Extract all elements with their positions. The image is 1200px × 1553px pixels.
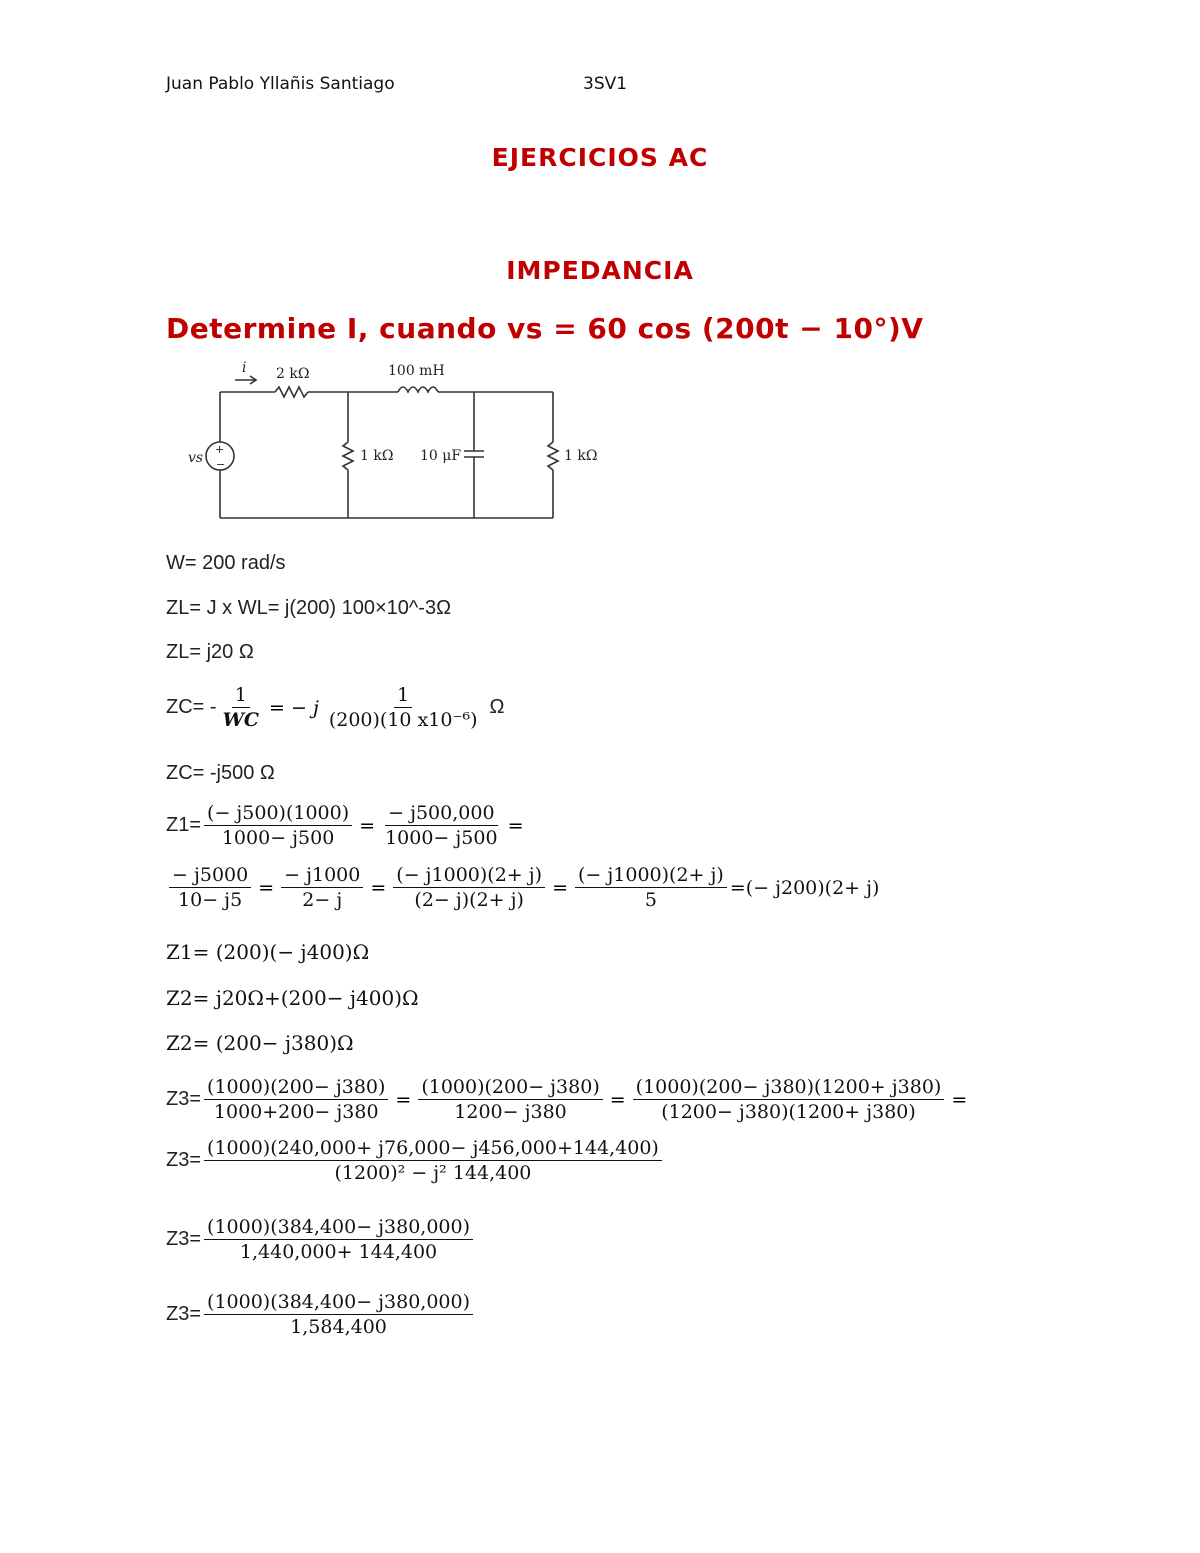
capacitor-label: 10 μF: [420, 448, 462, 464]
zc-label: ZC= -: [166, 696, 217, 718]
zc-eq: = − j: [269, 696, 319, 719]
z2-line-2: Z2= (200− j380)Ω: [166, 1031, 354, 1055]
z3-label: Z3=: [166, 1088, 202, 1110]
equals-sign: =: [609, 1088, 626, 1111]
section-title: IMPEDANCIA: [506, 256, 694, 285]
zc-equation: [166, 684, 504, 731]
z3-equation-2: [166, 1137, 665, 1184]
z3b-fraction: [204, 1137, 662, 1184]
zl-line-2: ZL= j20 Ω: [166, 641, 254, 663]
fraction-denominator: 1000− j500: [221, 827, 335, 849]
z1-final: Z1= (200)(− j400)Ω: [166, 940, 370, 964]
z1b-fraction-4: [575, 864, 727, 911]
zc-result: ZC= -j500 Ω: [166, 762, 275, 784]
fraction-denominator: WC: [222, 709, 260, 731]
current-label: i: [242, 360, 247, 376]
fraction-numerator: − j5000: [169, 864, 251, 888]
problem-statement: Determine I, cuando vs = 60 cos (200t − 10°)V: [166, 312, 924, 345]
fraction-denominator: 1,440,000+ 144,400: [239, 1241, 438, 1263]
fraction-denominator: (200)(10 x10⁻⁶): [328, 709, 478, 731]
equals-sign: =: [258, 876, 275, 899]
fraction-numerator: (1000)(240,000+ j76,000− j456,000+144,400): [204, 1137, 662, 1161]
equals-sign: =: [370, 876, 387, 899]
z1b-fraction-2: [281, 864, 363, 911]
page-title: EJERCICIOS AC: [491, 143, 709, 172]
zc-unit: Ω: [489, 696, 505, 718]
fraction-denominator: 1,584,400: [290, 1316, 387, 1338]
z1-equation-2: [166, 864, 879, 911]
fraction-numerator: (− j1000)(2+ j): [393, 864, 545, 888]
resistor-2k-label: 2 kΩ: [276, 366, 310, 382]
z3d-fraction: [204, 1291, 473, 1338]
fraction-denominator: 1000− j500: [385, 827, 498, 849]
z3a-fraction-3: [633, 1076, 945, 1123]
inductor-label: 100 mH: [388, 363, 445, 379]
zc-fraction-1: [220, 684, 262, 731]
equals-sign: =: [395, 1088, 412, 1111]
fraction-denominator: 10− j5: [178, 889, 243, 911]
z3c-fraction: [204, 1216, 473, 1263]
resistor-1k-right-label: 1 kΩ: [564, 448, 598, 464]
omega-line: W= 200 rad/s: [166, 552, 286, 574]
fraction-numerator: (− j500)(1000): [204, 802, 352, 826]
z1-fraction-2: [382, 802, 500, 849]
fraction-denominator: 2− j: [302, 889, 343, 911]
fraction-numerator: − j1000: [281, 864, 363, 888]
fraction-denominator: (1200)² − j² 144,400: [334, 1162, 532, 1184]
equals-sign: =: [359, 814, 376, 837]
z3-label: Z3=: [166, 1149, 202, 1171]
svg-text:−: −: [216, 458, 226, 471]
fraction-denominator: (1200− j380)(1200+ j380): [661, 1101, 916, 1123]
group-code: 3SV1: [583, 74, 628, 94]
inductor-symbol: [398, 387, 438, 392]
z1b-fraction-1: [169, 864, 251, 911]
fraction-denominator: (2− j)(2+ j): [414, 889, 524, 911]
z3-equation-3: [166, 1216, 476, 1263]
z1-label: Z1=: [166, 814, 202, 836]
fraction-numerator: 1: [394, 684, 412, 708]
fraction-numerator: (− j1000)(2+ j): [575, 864, 727, 888]
fraction-numerator: (1000)(200− j380)(1200+ j380): [633, 1076, 945, 1100]
resistor-1k-label: 1 kΩ: [360, 448, 394, 464]
z1-fraction-1: [204, 802, 352, 849]
source-label: vs: [188, 450, 204, 466]
z1b-fraction-3: [393, 864, 545, 911]
fraction-numerator: − j500,000: [385, 802, 497, 826]
svg-text:+: +: [215, 443, 225, 456]
author-name: Juan Pablo Yllañis Santiago: [166, 74, 395, 94]
fraction-numerator: (1000)(384,400− j380,000): [204, 1291, 473, 1315]
resistor-2k-symbol: [275, 387, 308, 397]
z3a-fraction-1: [204, 1076, 388, 1123]
z3-equation-4: [166, 1291, 476, 1338]
fraction-numerator: (1000)(200− j380): [204, 1076, 388, 1100]
zc-fraction-2: [326, 684, 481, 731]
fraction-numerator: (1000)(200− j380): [418, 1076, 602, 1100]
fraction-numerator: 1: [232, 684, 250, 708]
fraction-denominator: 1200− j380: [454, 1101, 567, 1123]
z1b-result: =(− j200)(2+ j): [729, 876, 880, 899]
equals-sign: =: [951, 1088, 968, 1111]
fraction-denominator: 1000+200− j380: [213, 1101, 379, 1123]
z3-equation-1: [166, 1076, 971, 1123]
fraction-denominator: 5: [644, 889, 657, 911]
circuit-diagram: [180, 358, 598, 528]
z1-equation-1: [166, 802, 527, 849]
equals-sign: =: [552, 876, 568, 899]
z3-label: Z3=: [166, 1303, 202, 1325]
z3a-fraction-2: [418, 1076, 602, 1123]
equals-sign: =: [507, 814, 524, 837]
z2-line-1: Z2= j20Ω+(200− j400)Ω: [166, 986, 419, 1010]
z3-label: Z3=: [166, 1228, 202, 1250]
zl-line-1: ZL= J x WL= j(200) 100×10^-3Ω: [166, 597, 452, 619]
fraction-numerator: (1000)(384,400− j380,000): [204, 1216, 473, 1240]
